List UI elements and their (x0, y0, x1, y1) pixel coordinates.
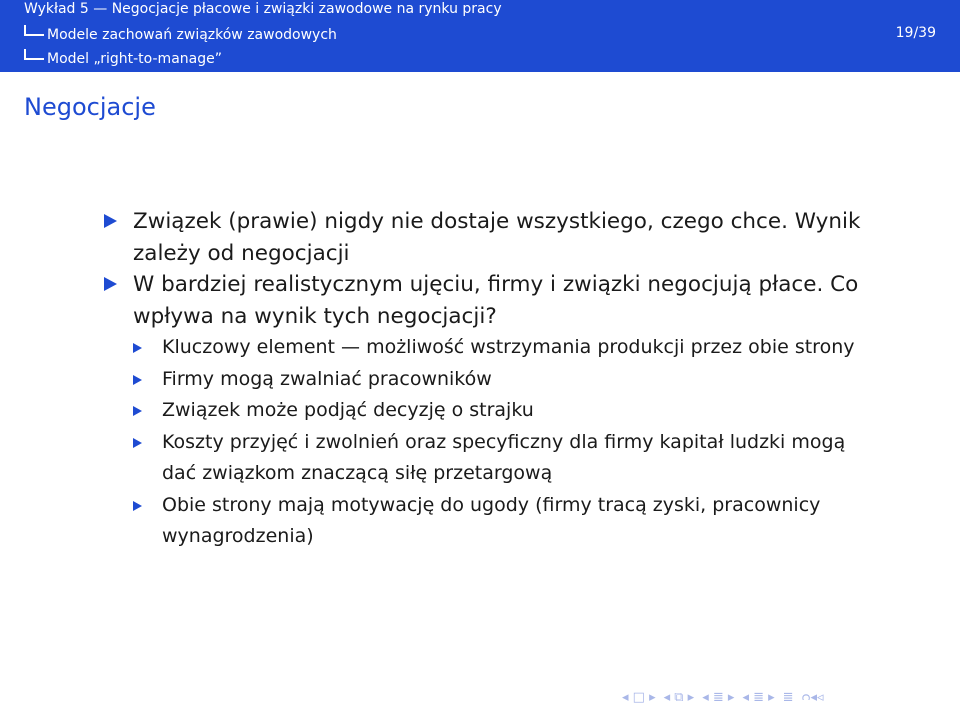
sub-list-item (133, 332, 864, 364)
header-subsubsection[interactable] (24, 49, 222, 67)
header-subsection-title[interactable]: Modele zachowań związków zawodowych (47, 27, 337, 43)
header-subsection[interactable] (24, 25, 337, 43)
sub-bullet-text: Koszty przyjęć i zwolnień oraz specyficzny dla firmy kapitał ludzki mogą dać związkom znaczącą siłę przetargową (162, 430, 846, 484)
list-item (104, 206, 864, 269)
sub-list-item (133, 427, 864, 490)
tree-hook-icon (24, 25, 44, 36)
frame-title: Negocjacje (24, 93, 156, 121)
sub-bullet-triangle-icon (133, 438, 142, 448)
nav-subsection-icon[interactable]: ◂ ⧉ ▸ (663, 690, 695, 705)
nav-section-icon[interactable]: ◂ ≣ ▸ (702, 690, 735, 705)
tree-hook-icon (24, 49, 44, 60)
page-number: 19/39 (895, 25, 936, 41)
sub-bullet-text: Firmy mogą zwalniać pracowników (162, 367, 492, 390)
sub-bullet-text: Związek może podjąć decyzję o strajku (162, 399, 534, 421)
nav-search-icon[interactable]: ᴒ◂◃ (801, 690, 824, 705)
nav-subsec-icon[interactable]: ◂ ≣ ▸ (742, 690, 775, 705)
sub-bullet-triangle-icon (133, 343, 142, 353)
sub-list-item (133, 395, 864, 427)
sub-bullet-triangle-icon (133, 406, 142, 416)
sub-bullet-triangle-icon (133, 375, 142, 385)
nav-mode-icon[interactable]: ≣ (782, 690, 794, 705)
bullet-triangle-icon (104, 277, 117, 291)
list-item (104, 269, 864, 332)
beamer-navigation-bar (622, 689, 824, 707)
sub-bullet-list (133, 332, 864, 553)
bullet-text: W bardziej realistycznym ujęciu, firmy i związki negocjują płace. Co wpływa na wynik tych negocjacji? (133, 272, 859, 329)
bullet-triangle-icon (104, 214, 117, 228)
header-section-title[interactable]: Wykład 5 — Negocjacje płacowe i związki zawodowe na rynku pracy (24, 1, 502, 17)
sub-bullet-text: Kluczowy element — możliwość wstrzymania produkcji przez obie strony (162, 336, 855, 358)
nav-frame-icon[interactable]: ◂ □ ▸ (622, 690, 656, 705)
sub-bullet-triangle-icon (133, 501, 142, 511)
sub-list-item (133, 490, 864, 553)
bullet-text: Związek (prawie) nigdy nie dostaje wszystkiego, czego chce. Wynik zależy od negocjacji (133, 209, 861, 266)
sub-bullet-text: Obie strony mają motywację do ugody (firmy tracą zyski, pracownicy wynagrodzenia) (162, 493, 821, 547)
slide-header (0, 0, 960, 72)
bullet-list (104, 206, 864, 332)
slide-content (104, 206, 864, 553)
header-subsubsection-title[interactable]: Model „right-to-manage” (47, 51, 222, 67)
sub-list-item (133, 364, 864, 396)
